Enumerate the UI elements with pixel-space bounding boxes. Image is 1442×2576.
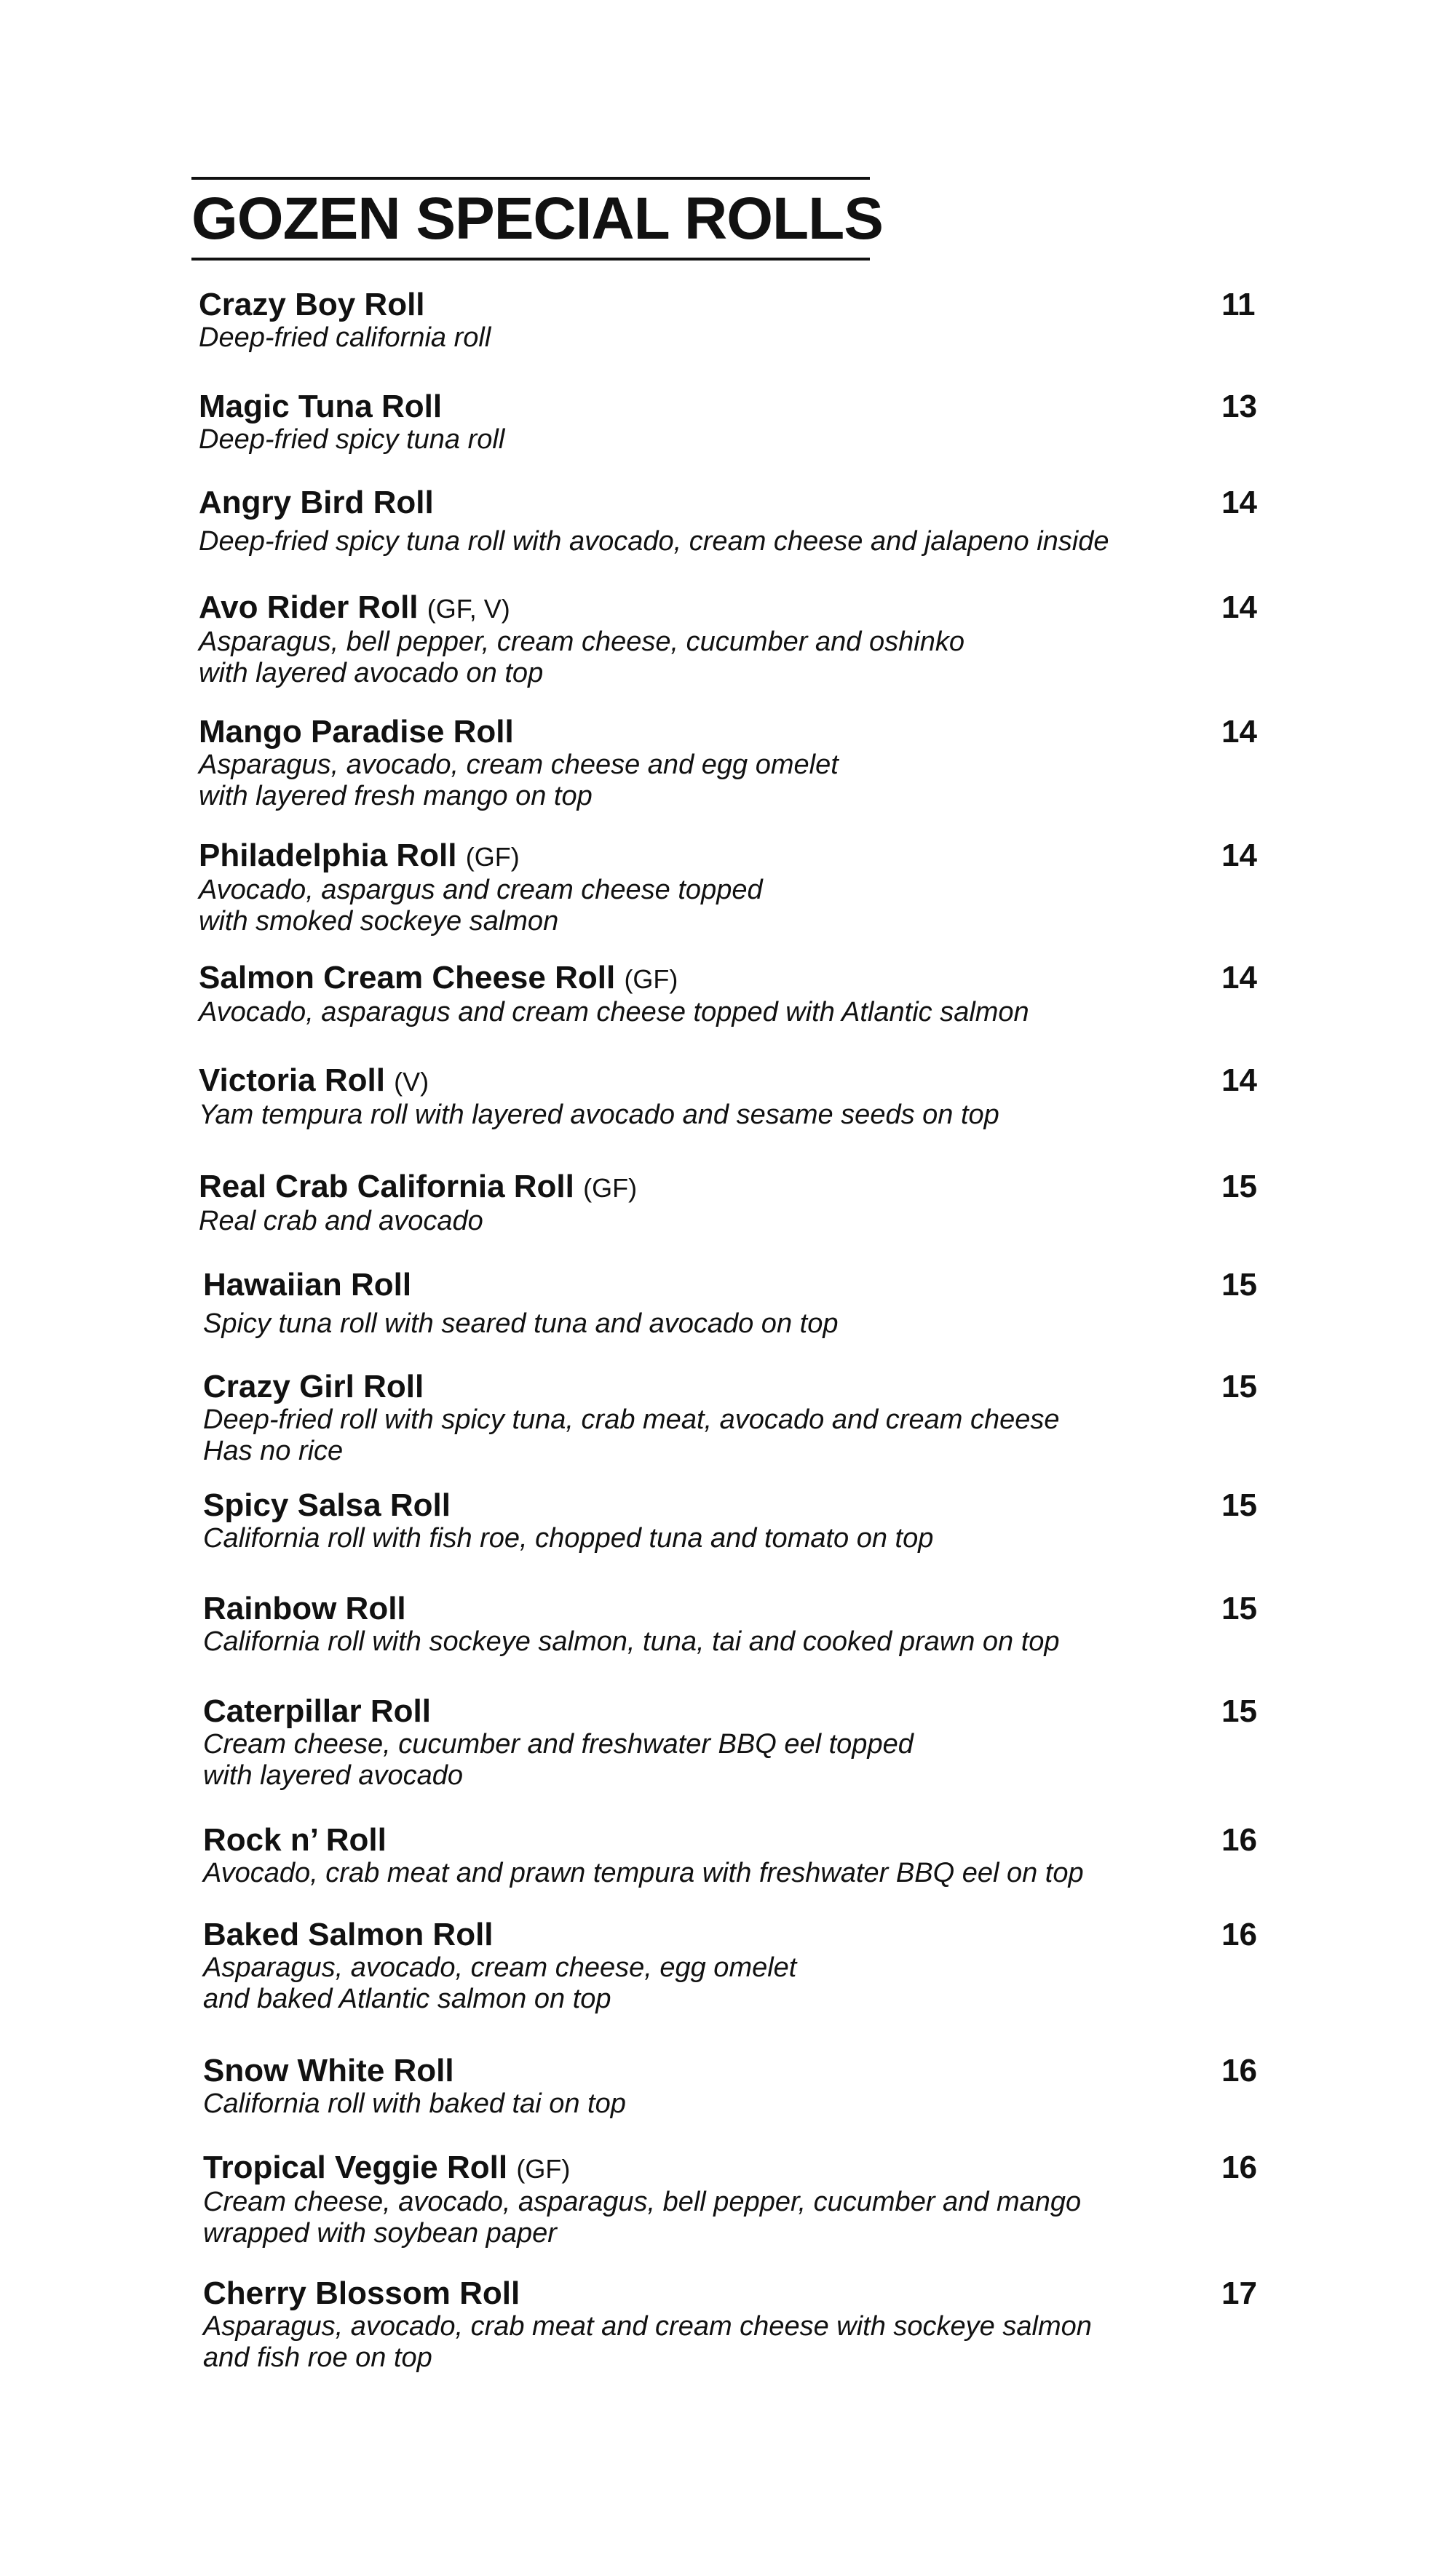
item-description: with layered avocado: [203, 1760, 463, 1791]
item-name: Hawaiian Roll: [203, 1267, 412, 1303]
item-name: Avo Rider Roll (GF, V): [199, 589, 510, 625]
item-name: Mango Paradise Roll: [199, 714, 514, 750]
menu-item: [199, 1169, 1272, 1237]
item-name: Philadelphia Roll (GF): [199, 838, 520, 873]
item-description: Asparagus, avocado, cream cheese and egg omelet: [199, 750, 839, 780]
item-dietary-tag: (GF): [583, 1173, 638, 1203]
menu-item: [203, 1488, 1277, 1554]
item-price: 15: [1221, 1693, 1257, 1729]
menu-item: [203, 1823, 1277, 1889]
item-name: Rainbow Roll: [203, 1591, 406, 1626]
menu-item: [203, 1370, 1277, 1467]
item-description: California roll with baked tai on top: [203, 2088, 626, 2119]
item-description: Asparagus, bell pepper, cream cheese, cucumber and oshinko: [199, 627, 964, 657]
item-price: 16: [1221, 1822, 1257, 1858]
item-description: Asparagus, avocado, cream cheese, egg omelet: [203, 1952, 797, 1983]
item-description: Deep-fried spicy tuna roll with avocado, cream cheese and jalapeno inside: [199, 526, 1109, 557]
menu-section-heading: [191, 177, 883, 261]
item-name: Salmon Cream Cheese Roll (GF): [199, 960, 678, 995]
item-price: 15: [1221, 1267, 1257, 1303]
item-description: California roll with fish roe, chopped tuna and tomato on top: [203, 1523, 934, 1554]
menu-item: [199, 389, 1272, 456]
page-title: GOZEN SPECIAL ROLLS: [191, 186, 883, 252]
item-description: Avocado, aspargus and cream cheese topped: [199, 875, 763, 905]
menu-item: [199, 715, 1272, 812]
item-price: 14: [1221, 1062, 1257, 1098]
item-name: Magic Tuna Roll: [199, 389, 443, 424]
item-description: Has no rice: [203, 1436, 344, 1466]
menu-item: [203, 2150, 1277, 2249]
item-dietary-tag: (GF): [624, 964, 678, 994]
menu-item: [199, 287, 1272, 354]
item-dietary-tag: (V): [394, 1067, 429, 1097]
item-description: Spicy tuna roll with seared tuna and avocado on top: [203, 1308, 839, 1339]
item-name: Tropical Veggie Roll (GF): [203, 2150, 571, 2185]
item-price: 13: [1221, 389, 1257, 424]
item-name: Angry Bird Roll: [199, 485, 434, 520]
item-price: 14: [1221, 589, 1257, 625]
menu-item: [203, 1917, 1277, 2015]
menu-item: [199, 961, 1272, 1028]
item-description: Yam tempura roll with layered avocado and sesame seeds on top: [199, 1100, 999, 1130]
item-description: wrapped with soybean paper: [203, 2218, 557, 2249]
item-price: 14: [1221, 714, 1257, 750]
item-price: 15: [1221, 1169, 1257, 1204]
item-description: Real crab and avocado: [199, 1206, 483, 1236]
item-description: with layered avocado on top: [199, 658, 544, 688]
item-description: Deep-fried california roll: [199, 322, 491, 353]
menu-item: [203, 1694, 1277, 1792]
menu-item: [199, 838, 1272, 937]
item-dietary-tag: (GF, V): [427, 594, 510, 624]
item-description: Avocado, crab meat and prawn tempura with freshwater BBQ eel on top: [203, 1858, 1084, 1888]
item-description: Cream cheese, avocado, asparagus, bell pepper, cucumber and mango: [203, 2187, 1082, 2217]
item-name: Cherry Blossom Roll: [203, 2275, 520, 2311]
item-description: California roll with sockeye salmon, tuna, tai and cooked prawn on top: [203, 1626, 1060, 1657]
item-price: 16: [1221, 1917, 1257, 1952]
item-price: 14: [1221, 838, 1257, 873]
item-description: with smoked sockeye salmon: [199, 906, 559, 937]
item-dietary-tag: (GF): [516, 2154, 571, 2184]
item-name: Crazy Boy Roll: [199, 287, 425, 322]
menu-item: [203, 2276, 1277, 2374]
item-price: 14: [1221, 960, 1257, 995]
menu-item: [199, 485, 1272, 557]
item-name: Real Crab California Roll (GF): [199, 1169, 638, 1204]
item-description: and fish roe on top: [203, 2342, 432, 2373]
item-name: Caterpillar Roll: [203, 1693, 431, 1729]
item-name: Crazy Girl Roll: [203, 1369, 424, 1404]
menu-item: [203, 2054, 1277, 2120]
item-price: 15: [1221, 1591, 1257, 1626]
item-name: Victoria Roll (V): [199, 1062, 429, 1098]
item-description: Deep-fried spicy tuna roll: [199, 424, 505, 455]
item-description: and baked Atlantic salmon on top: [203, 1984, 611, 2014]
item-name: Baked Salmon Roll: [203, 1917, 494, 1952]
item-price: 11: [1221, 287, 1256, 322]
item-price: 17: [1221, 2275, 1257, 2311]
item-description: Cream cheese, cucumber and freshwater BBQ eel topped: [203, 1729, 914, 1760]
item-name: Rock n’ Roll: [203, 1822, 387, 1858]
menu-item: [199, 1063, 1272, 1131]
item-price: 14: [1221, 485, 1257, 520]
item-description: Deep-fried roll with spicy tuna, crab meat, avocado and cream cheese: [203, 1404, 1060, 1435]
item-price: 15: [1221, 1487, 1257, 1523]
item-name: Snow White Roll: [203, 2053, 454, 2088]
menu-item: [203, 1268, 1277, 1340]
item-price: 16: [1221, 2053, 1257, 2088]
item-description: Asparagus, avocado, crab meat and cream cheese with sockeye salmon: [203, 2311, 1092, 2342]
item-price: 15: [1221, 1369, 1257, 1404]
item-name: Spicy Salsa Roll: [203, 1487, 451, 1523]
item-price: 16: [1221, 2150, 1257, 2185]
item-description: Avocado, asparagus and cream cheese topped with Atlantic salmon: [199, 997, 1029, 1027]
menu-item: [199, 590, 1272, 689]
item-description: with layered fresh mango on top: [199, 781, 593, 811]
item-dietary-tag: (GF): [465, 842, 520, 872]
menu-item: [203, 1591, 1277, 1658]
